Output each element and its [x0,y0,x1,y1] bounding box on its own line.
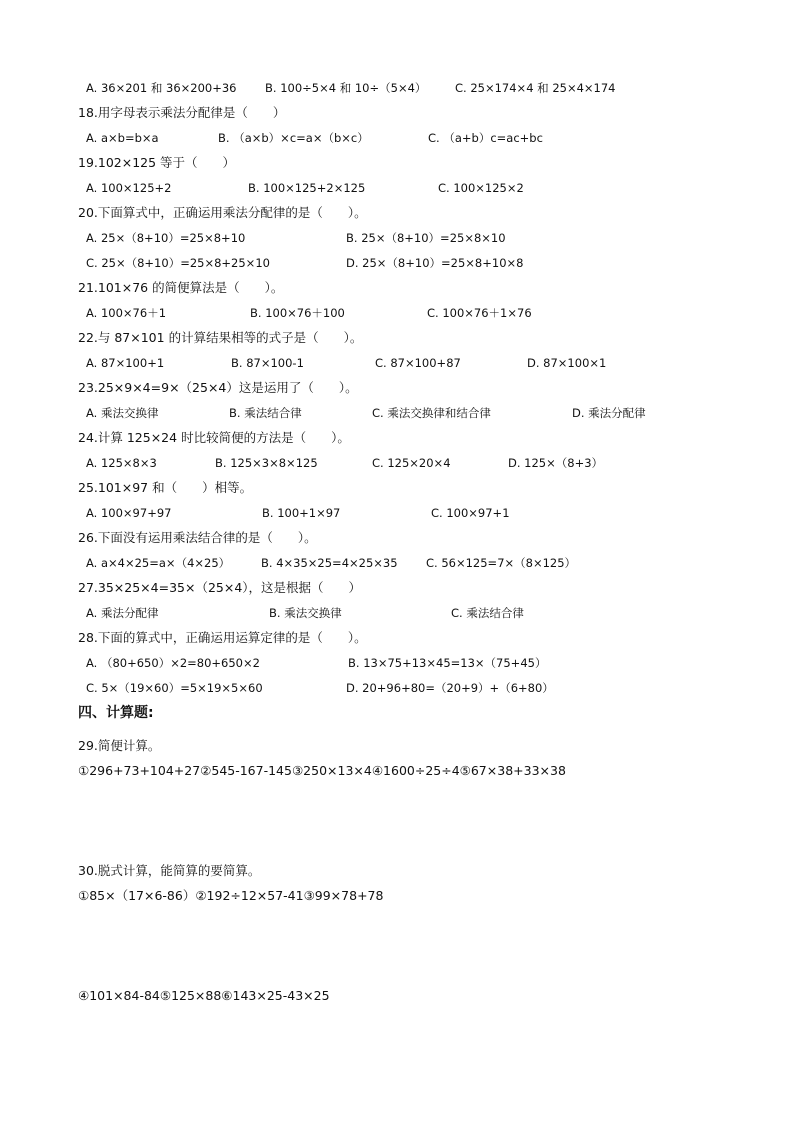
q18-option-a: A. a×b=b×a [86,131,159,145]
q28-option-c: C. 5×（19×60）=5×19×5×60 [86,681,263,695]
q22-option-d: D. 87×100×1 [527,356,607,370]
q20-option-b: B. 25×（8+10）=25×8×10 [346,231,506,245]
q26-option-c: C. 56×125=7×（8×125） [426,556,577,570]
q20-option-a: A. 25×（8+10）=25×8+10 [86,231,246,245]
q20-option-c: C. 25×（8+10）=25×8+25×10 [86,256,270,270]
q27-option-c: C. 乘法结合律 [451,606,524,620]
q25-option-b: B. 100+1×97 [262,506,341,520]
q19-option-a: A. 100×125+2 [86,181,172,195]
q23-option-d: D. 乘法分配律 [572,406,646,420]
q22-stem: 22.与 87×101 的计算结果相等的式子是（ ）。 [78,330,363,345]
q20-option-d: D. 25×（8+10）=25×8+10×8 [346,256,524,270]
q26-stem: 26.下面没有运用乘法结合律的是（ ）。 [78,530,317,545]
q25-stem: 25.101×97 和（ ）相等。 [78,480,253,495]
q29-stem: 29.简便计算。 [78,738,161,753]
q30-items-row2: ④101×84-84⑤125×88⑥143×25-43×25 [78,988,330,1003]
q21-stem: 21.101×76 的简便算法是（ ）。 [78,280,284,295]
q17-option-a: A. 36×201 和 36×200+36 [86,81,237,95]
q22-option-b: B. 87×100-1 [231,356,304,370]
q19-option-c: C. 100×125×2 [438,181,524,195]
q28-option-a: A. （80+650）×2=80+650×2 [86,656,260,670]
q22-option-a: A. 87×100+1 [86,356,165,370]
q25-option-c: C. 100×97+1 [431,506,510,520]
section-title: 四、计算题: [78,705,154,721]
q30-stem: 30.脱式计算，能简算的要简算。 [78,863,261,878]
q28-stem: 28.下面的算式中，正确运用运算定律的是（ ）。 [78,630,367,645]
q22-option-c: C. 87×100+87 [375,356,461,370]
q18-option-c: C. （a+b）c=ac+bc [428,131,543,145]
q26-option-b: B. 4×35×25=4×25×35 [261,556,398,570]
q27-stem: 27.35×25×4=35×（25×4），这是根据（ ） [78,580,362,595]
q28-option-d: D. 20+96+80=（20+9）+（6+80） [346,681,554,695]
q21-option-b: B. 100×76＋100 [250,306,345,320]
q17-option-b: B. 100÷5×4 和 10÷（5×4） [265,81,427,95]
q24-option-c: C. 125×20×4 [372,456,451,470]
q19-option-b: B. 100×125+2×125 [248,181,366,195]
q24-option-d: D. 125×（8+3） [508,456,604,470]
q27-option-a: A. 乘法分配律 [86,606,159,620]
q18-option-b: B. （a×b）×c=a×（b×c） [218,131,369,145]
q17-option-c: C. 25×174×4 和 25×4×174 [455,81,616,95]
q23-option-a: A. 乘法交换律 [86,406,159,420]
q21-option-c: C. 100×76＋1×76 [427,306,532,320]
q19-stem: 19.102×125 等于（ ） [78,155,236,170]
q24-option-a: A. 125×8×3 [86,456,157,470]
q27-option-b: B. 乘法交换律 [269,606,342,620]
q25-option-a: A. 100×97+97 [86,506,172,520]
q23-stem: 23.25×9×4=9×（25×4）这是运用了（ ）。 [78,380,358,395]
q30-items-row1: ①85×（17×6-86）②192÷12×57-41③99×78+78 [78,888,384,903]
q21-option-a: A. 100×76＋1 [86,306,167,320]
q20-stem: 20.下面算式中，正确运用乘法分配律的是（ ）。 [78,205,367,220]
q24-option-b: B. 125×3×8×125 [215,456,318,470]
q29-items: ①296+73+104+27②545-167-145③250×13×4④1600÷25÷4⑤67×38+33×38 [78,763,566,778]
q24-stem: 24.计算 125×24 时比较简便的方法是（ ）。 [78,430,350,445]
q23-option-b: B. 乘法结合律 [229,406,302,420]
q26-option-a: A. a×4×25=a×（4×25） [86,556,231,570]
q28-option-b: B. 13×75+13×45=13×（75+45） [348,656,547,670]
q18-stem: 18.用字母表示乘法分配律是（ ） [78,105,286,120]
q23-option-c: C. 乘法交换律和结合律 [372,406,491,420]
